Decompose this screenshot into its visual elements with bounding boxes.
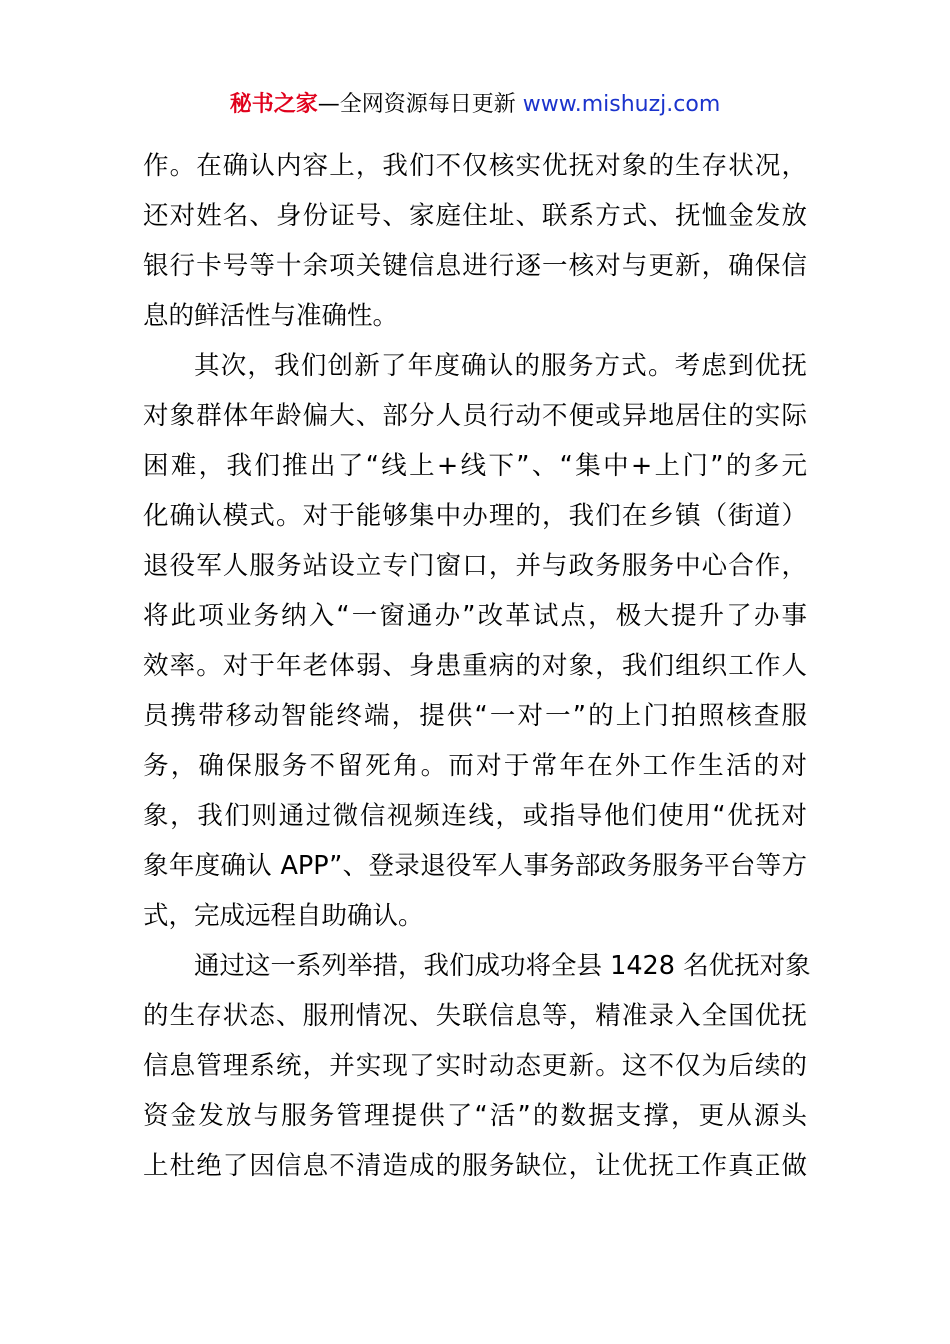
paragraph-2-line-7: 效率。对于年老体弱、身患重病的对象，我们组织工作人 [143, 651, 807, 681]
paragraph-2-line-1: 其次，我们创新了年度确认的服务方式。考虑到优抚 [194, 351, 807, 381]
paragraph-2-line-8: 员携带移动智能终端，提供“一对一”的上门拍照核查服 [143, 701, 807, 731]
paragraph-3-line-4: 资金发放与服务管理提供了“活”的数据支撑，更从源头 [143, 1101, 807, 1131]
paragraph-2-line-5: 退役军人服务站设立专门窗口，并与政务服务中心合作， [143, 551, 807, 581]
paragraph-2-line-4: 化确认模式。对于能够集中办理的，我们在乡镇（街道） [143, 501, 807, 531]
paragraph-1-line-2: 还对姓名、身份证号、家庭住址、联系方式、抚恤金发放 [143, 201, 807, 231]
paragraph-3-line-2: 的生存状态、服刑情况、失联信息等，精准录入全国优抚 [143, 1001, 807, 1031]
paragraph-3-line-5: 上杜绝了因信息不清造成的服务缺位，让优抚工作真正做 [143, 1151, 807, 1181]
paragraph-1-line-4: 息的鲜活性与准确性。 [143, 301, 399, 331]
page-header [0, 90, 950, 120]
paragraph-2-line-12: 式，完成远程自助确认。 [143, 901, 424, 931]
paragraph-2-line-10: 象，我们则通过微信视频连线，或指导他们使用“优抚对 [143, 801, 807, 831]
body-text [143, 141, 811, 1191]
paragraph-1-line-1: 作。在确认内容上，我们不仅核实优抚对象的生存状况， [143, 151, 807, 181]
header-site-link[interactable]: www.mishuzj.com [522, 92, 721, 117]
paragraph-3-line-3: 信息管理系统，并实现了实时动态更新。这不仅为后续的 [143, 1051, 807, 1081]
paragraph-2-line-11: 象年度确认 APP”、登录退役军人事务部政务服务平台等方 [143, 851, 807, 881]
paragraph-2-line-9: 务，确保服务不留死角。而对于常年在外工作生活的对 [143, 751, 807, 781]
header-brand: 秘书之家 [229, 92, 318, 117]
paragraph-3-line-1: 通过这一系列举措，我们成功将全县 1428 名优抚对象 [194, 951, 811, 981]
paragraph-2-line-2: 对象群体年龄偏大、部分人员行动不便或异地居住的实际 [143, 401, 807, 431]
paragraph-2-line-6: 将此项业务纳入“一窗通办”改革试点，极大提升了办事 [143, 601, 807, 631]
header-tagline: —全网资源每日更新 [317, 92, 523, 117]
paragraph-1-line-3: 银行卡号等十余项关键信息进行逐一核对与更新，确保信 [143, 251, 807, 281]
paragraph-2-line-3: 困难，我们推出了“线上+线下”、“集中+上门”的多元 [143, 451, 807, 481]
